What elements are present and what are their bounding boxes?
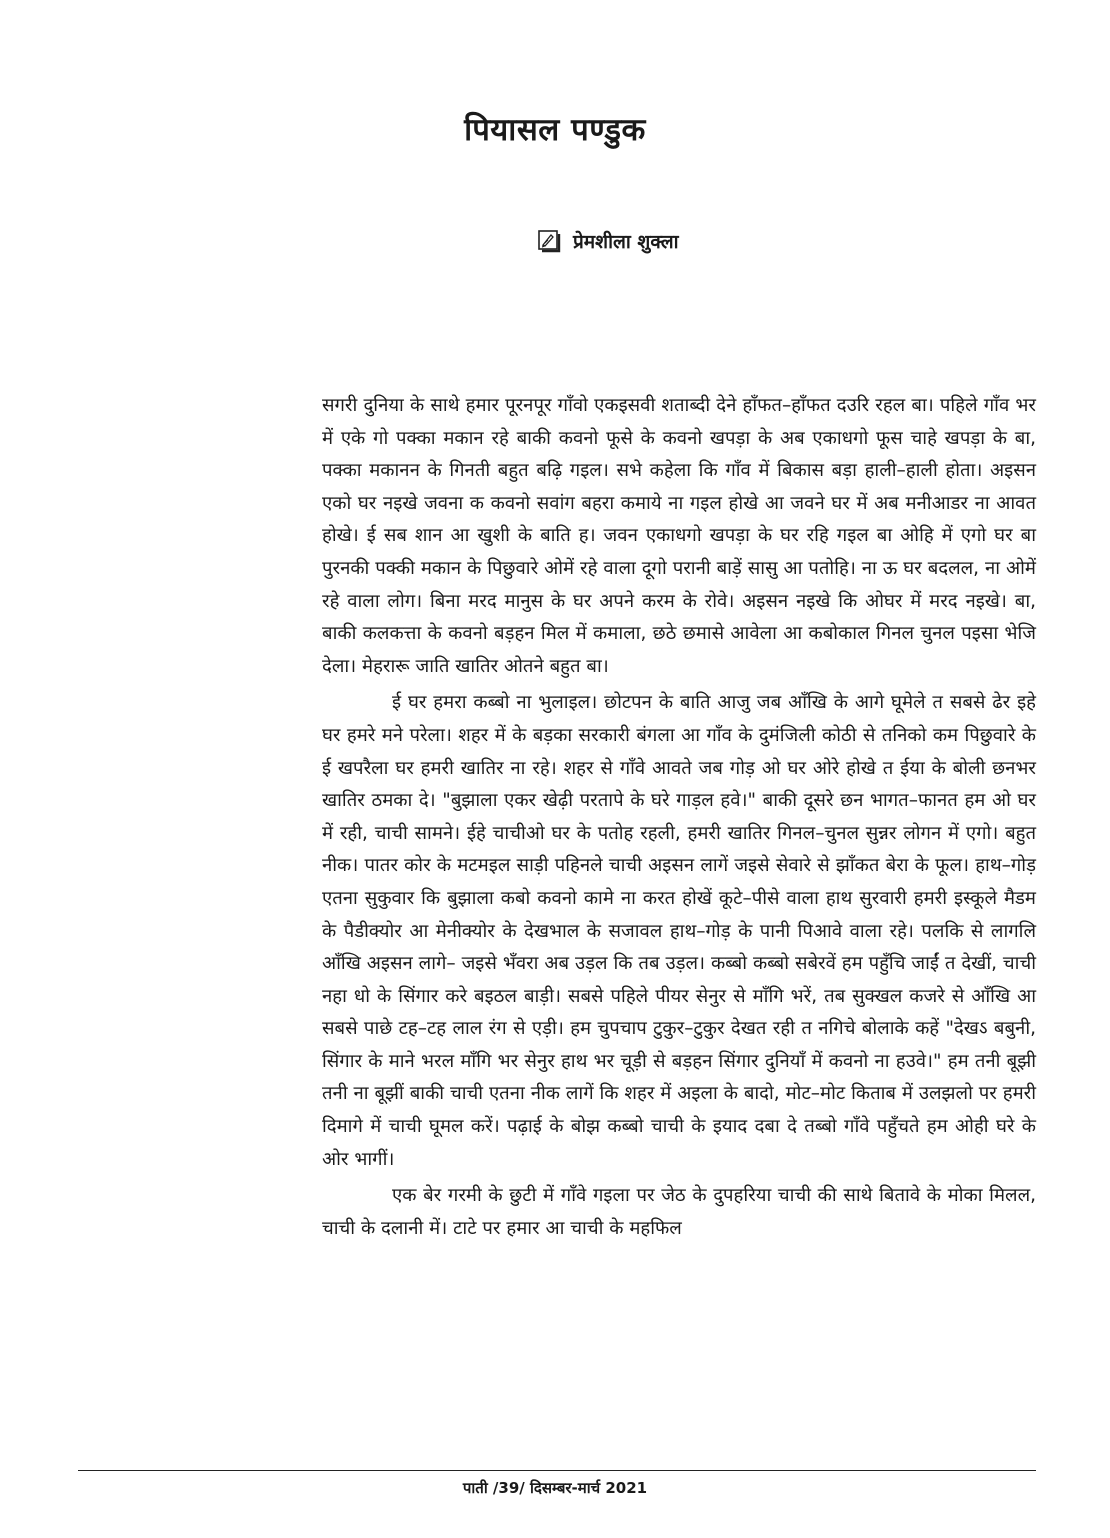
author-byline xyxy=(537,228,679,254)
article-body xyxy=(322,390,1036,1249)
paragraph: सगरी दुनिया के साथे हमार पूरनपूर गाँवो एकइसवी शताब्दी देने हाँफत–हाँफत दउरि रहल बा। पहिले गाँव भर में एके गो पक्का मकान रहे बाकी कवनो फूसे के कवनो खपड़ा के अब एकाधगो फूस चाहे खपड़ा के बा, पक्का मकानन के गिनती बहुत बढ़ि गइल। सभे कहेला कि गाँव में बिकास बड़ा हाली–हाली होता। अइसन एको घर नइखे जवना क कवनो सवांग बहरा कमाये ना गइल होखे आ जवने घर में अब मनीआडर ना आवत होखे। ई सब शान आ खुशी के बाति ह। जवन एकाधगो खपड़ा के घर रहि गइल बा ओहि में एगो घर बा पुरनकी पक्की मकान के पिछुवारे ओमें रहे वाला दूगो परानी बाड़ें सासु आ पतोहि। ना ऊ घर बदलल, ना ओमें रहे वाला लोग। बिना मरद मानुस के घर अपने करम के रोवे। अइसन नइखे कि ओघर में मरद नइखे। बा, बाकी कलकत्ता के कवनो बड़हन मिल में कमाला, छठे छमासे आवेला आ कबोकाल गिनल चुनल पइसा भेजि देला। मेहरारू जाति खातिर ओतने बहुत बा। xyxy=(322,395,1036,677)
article-title: पियासल पण्डुक xyxy=(464,112,646,148)
paragraph: ई घर हमरा कब्बो ना भुलाइल। छोटपन के बाति आजु जब आँखि के आगे घूमेले त सबसे ढेर इहे घर हमरे मने परेला। शहर में के बड़का सरकारी बंगला आ गाँव के दुमंजिली कोठी से तनिको कम पिछुवारे के ई खपरैला घर हमरी खातिर ना रहे। शहर से गाँवे आवते जब गोड़ ओ घर ओरे होखे त ईया के बोली छनभर खातिर ठमका दे। "बुझाला एकर खेढ़ी परतापे के घरे गाड़ल हवे।" बाकी दूसरे छन भागत–फानत हम ओ घर में रही, चाची सामने। ईहे चाचीओ घर के पतोह रहली, हमरी खातिर गिनल–चुनल सुन्नर लोगन में एगो। बहुत नीक। पातर कोर के मटमइल साड़ी पहिनले चाची अइसन लागें जइसे सेवारे से झाँकत बेरा के फूल। हाथ–गोड़ एतना सुकुवार कि बुझाला कबो कवनो कामे ना करत होखें कूटे–पीसे वाला हाथ सुरवारी हमरी इस्कूले मैडम के पैडीक्योर आ मेनीक्योर के देखभाल के सजावल हाथ–गोड़ के पानी पिआवे वाला रहे। पलकि से लागलि आँखि अइसन लागे– जइसे भँवरा अब उड़ल कि तब उड़ल। कब्बो कब्बो सबेरवें हम पहुँचि जाईं त देखीं, चाची नहा धो के सिंगार करे बइठल बाड़ी। सबसे पहिले पीयर सेनुर से माँगि भरें, तब सुक्खल कजरे से आँखि आ सबसे पाछे टह–टह लाल रंग से एड़ी। हम चुपचाप टुकुर–टुकुर देखत रही त नगिचे बोलाके कहें "देखऽ बबुनी, सिंगार के माने भरल माँगि भर सेनुर हाथ भर चूड़ी से बड़हन सिंगार दुनियाँ में कवनो ना हउवे।" हम तनी बूझी तनी ना बूझीं बाकी चाची एतना नीक लागें कि शहर में अइला के बादो, मोट–मोट किताब में उलझलो पर हमरी दिमागे में चाची घूमल करें। पढ़ाई के बोझ कब्बो चाची के इयाद दबा दे तब्बो गाँवे पहुँचते हम ओही घरे के ओर भागीं। xyxy=(322,692,1036,1170)
footer-divider xyxy=(78,1470,1036,1471)
paragraph: एक बेर गरमी के छुटी में गाँवे गइला पर जेठ के दुपहरिया चाची की साथे बितावे के मोका मिलल, चाची के दलानी में। टाटे पर हमार आ चाची के महफिल xyxy=(322,1185,1036,1239)
page-footer: पाती /39/ दिसम्बर-मार्च 2021 xyxy=(462,1479,648,1497)
pen-writing-icon xyxy=(537,229,561,253)
author-name: प्रेमशीला शुक्ला xyxy=(573,231,679,253)
